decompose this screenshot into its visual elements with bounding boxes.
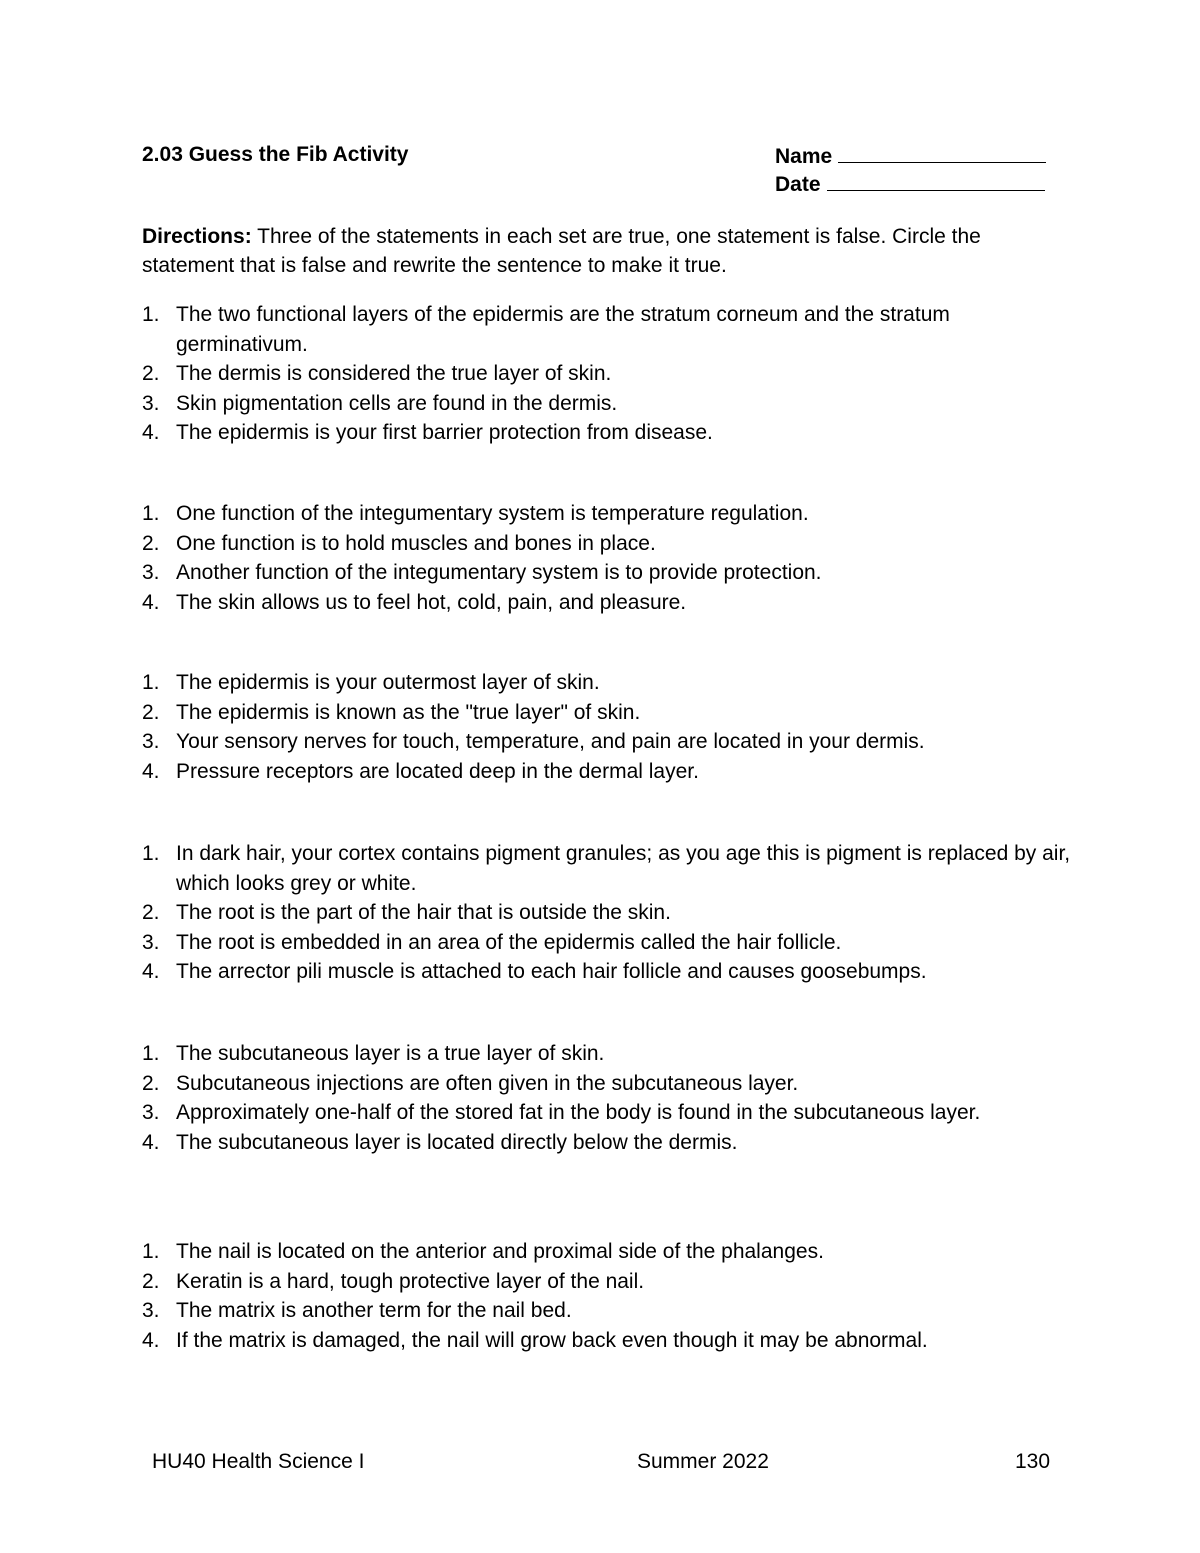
statement-set-1 (142, 300, 1072, 448)
item-text: The nail is located on the anterior and proximal side of the phalanges. (176, 1240, 824, 1263)
item-text: The root is the part of the hair that is outside the skin. (176, 901, 671, 924)
item-text: The epidermis is your first barrier protection from disease. (176, 421, 713, 444)
statement-item (142, 957, 1072, 987)
statement-item (142, 499, 1072, 529)
statement-item (142, 529, 1072, 559)
statement-item (142, 928, 1072, 958)
item-number: 1. (142, 1240, 160, 1263)
statement-item (142, 300, 1072, 359)
statement-item (142, 1098, 1072, 1128)
date-label: Date (775, 173, 821, 196)
item-number: 1. (142, 303, 160, 326)
item-text: The epidermis is your outermost layer of skin. (176, 671, 600, 694)
item-number: 4. (142, 421, 160, 444)
item-number: 4. (142, 960, 160, 983)
statement-set-4 (142, 839, 1072, 987)
item-text: The dermis is considered the true layer of skin. (176, 362, 612, 385)
item-number: 3. (142, 391, 160, 415)
statement-set-2 (142, 499, 1072, 617)
item-number: 4. (142, 590, 160, 614)
item-number: 3. (142, 1299, 160, 1322)
statement-set-5 (142, 1039, 1072, 1157)
item-number: 3. (142, 730, 160, 753)
item-text: The root is embedded in an area of the epidermis called the hair follicle. (176, 930, 842, 954)
footer-course: HU40 Health Science I (152, 1450, 365, 1473)
statement-item (142, 1267, 1072, 1297)
item-text: Subcutaneous injections are often given in the subcutaneous layer. (176, 1071, 799, 1095)
statement-item (142, 1069, 1072, 1099)
name-label: Name (775, 145, 833, 168)
item-number: 2. (142, 362, 160, 385)
directions-text: Three of the statements in each set are true, one statement is false. Circle the statement that is false and rewrite the sentence to make it true. (142, 225, 981, 277)
item-text: If the matrix is damaged, the nail will grow back even though it may be abnormal. (176, 1328, 928, 1352)
statement-item (142, 1237, 1072, 1267)
statement-item (142, 1128, 1072, 1158)
item-number: 2. (142, 700, 160, 724)
item-text: The subcutaneous layer is a true layer of skin. (176, 1042, 605, 1065)
item-text: The matrix is another term for the nail bed. (176, 1299, 572, 1322)
item-text: Keratin is a hard, tough protective layer of the nail. (176, 1269, 645, 1293)
item-text: The epidermis is known as the "true layer" of skin. (176, 700, 641, 724)
page-title: 2.03 Guess the Fib Activity (142, 143, 409, 166)
item-number: 1. (142, 842, 160, 865)
item-text: Another function of the integumentary system is to provide protection. (176, 561, 822, 584)
item-number: 3. (142, 930, 160, 954)
date-blank[interactable] (827, 172, 1045, 191)
statement-item (142, 558, 1072, 588)
statement-item (142, 588, 1072, 618)
statement-item (142, 1326, 1072, 1356)
item-text: Approximately one-half of the stored fat in the body is found in the subcutaneous layer. (176, 1101, 981, 1124)
item-number: 3. (142, 1101, 160, 1124)
item-text: The two functional layers of the epidermis are the stratum corneum and the stratum germinativum. (176, 303, 950, 356)
statement-item (142, 757, 1072, 787)
item-number: 4. (142, 1130, 160, 1154)
item-text: The subcutaneous layer is located directly below the dermis. (176, 1130, 738, 1154)
item-text: In dark hair, your cortex contains pigment granules; as you age this is pigment is replaced by air, which looks grey or white. (176, 842, 1071, 895)
item-text: Your sensory nerves for touch, temperature, and pain are located in your dermis. (176, 730, 925, 753)
item-text: One function of the integumentary system is temperature regulation. (176, 502, 809, 525)
item-number: 2. (142, 1071, 160, 1095)
item-number: 1. (142, 1042, 160, 1065)
name-blank[interactable] (838, 144, 1046, 163)
statement-item (142, 418, 1072, 448)
student-fields (775, 143, 1046, 199)
item-number: 3. (142, 561, 160, 584)
statement-item (142, 698, 1072, 728)
name-field[interactable] (775, 143, 1046, 171)
item-text: Skin pigmentation cells are found in the dermis. (176, 391, 618, 415)
statement-item (142, 668, 1072, 698)
date-field[interactable] (775, 171, 1046, 199)
item-text: One function is to hold muscles and bones in place. (176, 531, 656, 555)
statement-item (142, 359, 1072, 389)
item-number: 4. (142, 1328, 160, 1352)
item-number: 2. (142, 1269, 160, 1293)
statement-item (142, 389, 1072, 419)
footer-page-number: 130 (1015, 1450, 1051, 1473)
item-number: 1. (142, 671, 160, 694)
item-number: 1. (142, 502, 160, 525)
statement-set-6 (142, 1237, 1072, 1355)
statement-set-3 (142, 668, 1072, 786)
item-number: 2. (142, 901, 160, 924)
statement-item (142, 839, 1072, 898)
statement-item (142, 1039, 1072, 1069)
statement-item (142, 1296, 1072, 1326)
statement-item (142, 727, 1072, 757)
item-text: Pressure receptors are located deep in the dermal layer. (176, 759, 699, 783)
item-number: 4. (142, 759, 160, 783)
item-number: 2. (142, 531, 160, 555)
item-text: The skin allows us to feel hot, cold, pain, and pleasure. (176, 590, 687, 614)
statement-item (142, 898, 1072, 928)
item-text: The arrector pili muscle is attached to each hair follicle and causes goosebumps. (176, 960, 927, 983)
directions-label: Directions: (142, 225, 252, 248)
footer-term: Summer 2022 (637, 1450, 769, 1473)
directions (142, 222, 1062, 280)
